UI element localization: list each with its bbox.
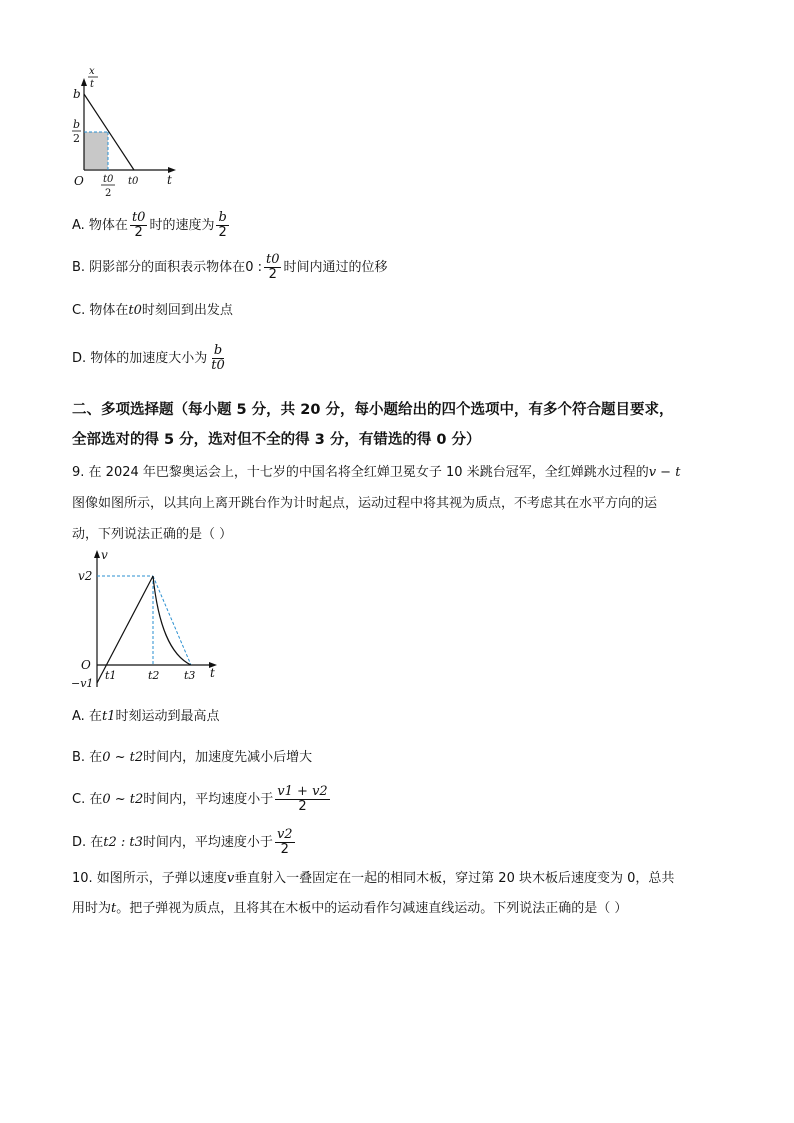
figure-vt-graph [70,545,230,693]
dashed-linear-reference [153,576,191,665]
y-tick-b: b [73,87,81,101]
q9-option-c[interactable]: C. 在0 ~ t2时间内，平均速度小于 $\frac{v1 + v2}{2}$ [72,784,328,814]
y-axis-arrow [94,550,100,558]
q9-stem-line2: 图像如图所示，以其向上离开跳台作为计时起点，运动过程中将其视为质点，不考虑其在水平方向的运 [72,496,658,511]
section2-heading-line2: 全部选对的得 5 分，选对但不全的得 3 分，有错选的得 0 分） [72,432,481,448]
section2-heading-line1: 二、多项选择题（每小题 5 分，共 20 分，每小题给出的四个选项中，有多个符合题目要求， [72,402,674,418]
q8-option-d[interactable]: D. 物体的加速度大小为 $\frac{b}{t0}$ [72,343,225,373]
x-axis-label: t [167,173,172,187]
shaded-area [84,132,108,169]
x-tick-t3: t3 [184,669,196,682]
q9-option-a[interactable]: A. 在t1时刻运动到最高点 [72,709,220,724]
y-label-den: t [90,79,95,90]
q9-stem-line3: 动，下列说法正确的是（ ） [72,527,233,542]
y-axis-arrow [81,78,87,86]
figure-xt-graph [70,64,190,202]
q9-option-b[interactable]: B. 在0 ~ t2时间内，加速度先减小后增大 [72,750,313,765]
origin-label: O [74,174,84,188]
x-tick-t1: t1 [105,669,117,682]
q8-option-c[interactable]: C. 物体在t0时刻回到出发点 [72,303,233,318]
y-tick-v2: v2 [78,569,93,583]
origin-label: O [81,658,91,672]
x-tick-t0: t0 [128,176,139,187]
x-tick-half-den: 2 [105,188,112,199]
x-tick-half-num: t0 [103,174,114,185]
y-tick-neg-v1: −v1 [71,677,94,690]
velocity-rise-line [97,576,153,683]
y-axis-label: v [101,548,108,562]
q9-stem-line1: 9. 在 2024 年巴黎奥运会上，十七岁的中国名将全红婵卫冕女子 10 米跳台冠军，全红婵跳水过程的v − t [72,465,681,480]
q10-stem-line1: 10. 如图所示，子弹以速度v垂直射入一叠固定在一起的相同木板，穿过第 20 块木板后速度变为 0，总共 [72,871,675,886]
q8-option-a[interactable]: A. 物体在 $\frac{t0}{2}$ 时的速度为 $\frac{b}{2}$ [72,210,227,240]
q9-option-d[interactable]: D. 在t2 : t3时间内，平均速度小于 $\frac{v2}{2}$ [72,827,293,857]
x-axis-label: t [210,666,215,680]
y-tick-half-den: 2 [73,132,80,145]
y-label-num: x [89,66,95,77]
x-tick-t2: t2 [148,669,160,682]
q10-stem-line2: 用时为t。把子弹视为质点，且将其在木板中的运动看作匀减速直线运动。下列说法正确的是（ ） [72,901,628,916]
y-tick-half-num: b [73,118,81,131]
q8-option-b[interactable]: B. 阴影部分的面积表示物体在0 : $\frac{t0}{2}$ 时间内通过的位移 [72,252,388,282]
